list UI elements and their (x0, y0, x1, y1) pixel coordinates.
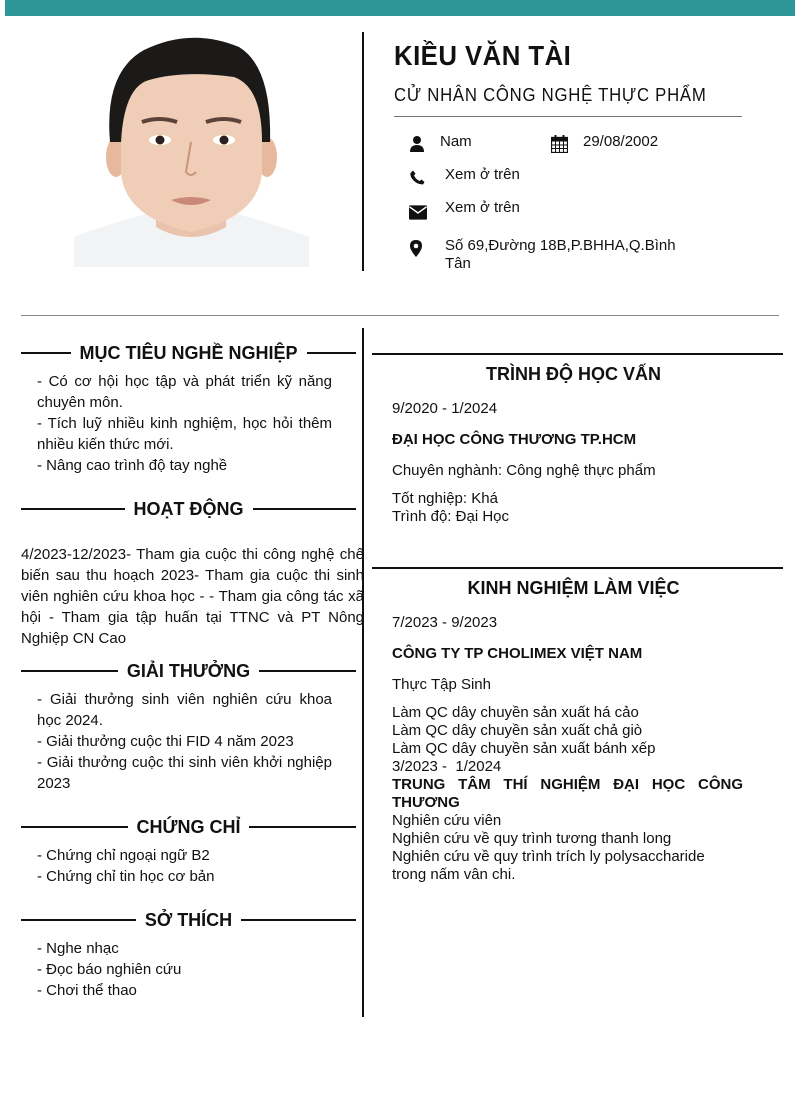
phone-icon (408, 168, 426, 186)
career-goal-list (37, 371, 332, 476)
awards-list (37, 689, 332, 794)
job-task: Làm QC dây chuyền sản xuất há cảo (392, 704, 639, 721)
job-period: 3/2023 - 1/2024 (392, 758, 502, 775)
award-item: - Giải thưởng cuộc thi FID 4 năm 2023 (37, 733, 294, 750)
job-company: TRUNG TÂM THÍ NGHIỆM ĐẠI HỌC CÔNG THƯƠNG (392, 776, 743, 811)
heading-line (21, 352, 71, 354)
heading-text: HOẠT ĐỘNG (133, 498, 244, 519)
heading-text: SỞ THÍCH (144, 909, 233, 930)
education-top-rule (372, 353, 783, 355)
heading-line (21, 508, 125, 510)
heading-line (21, 826, 128, 828)
section-heading-career-goal (21, 341, 356, 365)
main-vertical-divider (362, 328, 364, 1017)
job-company: CÔNG TY TP CHOLIMEX VIỆT NAM (392, 645, 643, 662)
email-value: Xem ở trên (445, 199, 520, 216)
calendar-icon (550, 135, 568, 153)
heading-line (241, 919, 356, 921)
certificate-item: - Chứng chỉ tin học cơ bản (37, 868, 215, 885)
section-heading-certificates (21, 815, 356, 839)
section-heading-education: TRÌNH ĐỘ HỌC VẤN (486, 364, 661, 384)
heading-line (253, 508, 357, 510)
education-graduation: Tốt nghiệp: Khá (392, 490, 498, 507)
education-period: 9/2020 - 1/2024 (392, 400, 498, 417)
hobby-item: - Đọc báo nghiên cứu (37, 961, 182, 978)
job-role: Thực Tập Sinh (392, 676, 491, 693)
address-line-2: Tân (445, 255, 471, 272)
job-task: Làm QC dây chuyền sản xuất bánh xếp (392, 740, 656, 757)
heading-line (259, 670, 356, 672)
hobby-item: - Nghe nhạc (37, 940, 119, 957)
section-heading-awards (21, 659, 356, 683)
job-task: Nghiên cứu về quy trình tương thanh long (392, 830, 672, 847)
job-period: 7/2023 - 9/2023 (392, 614, 498, 631)
career-goal-item: - Tích luỹ nhiều kinh nghiệm, học hỏi thêm nhiều kiến thức mới. (37, 415, 332, 453)
section-heading-activities (21, 497, 356, 521)
award-item: - Giải thưởng sinh viên nghiên cứu khoa học 2024. (37, 691, 332, 729)
title-divider (394, 116, 742, 117)
profile-photo (74, 32, 309, 267)
hobby-item: - Chơi thể thao (37, 982, 137, 999)
heading-text: GIẢI THƯỞNG (126, 660, 251, 681)
address-value (445, 237, 695, 273)
top-accent-bar (5, 0, 795, 16)
certificate-item: - Chứng chỉ ngoại ngữ B2 (37, 847, 210, 864)
candidate-title: CỬ NHÂN CÔNG NGHỆ THỰC PHẨM (394, 85, 707, 105)
education-level: Trình độ: Đại Học (392, 508, 509, 525)
activities-text: 4/2023-12/2023- Tham gia cuộc thi công nghệ chế biến sau thu hoạch 2023- Tham gia cuộc thi sinh viên nghiên cứu khoa học - - Tham gia công tác xã hội - Tham gia tập huấn tại TTNC và PT Nông Nghiệp CN Cao (21, 546, 364, 647)
section-heading-hobbies (21, 908, 356, 932)
career-goal-item: - Nâng cao trình độ tay nghề (37, 457, 228, 474)
header-section-divider (21, 315, 779, 316)
award-item: - Giải thưởng cuộc thi sinh viên khởi nghiệp 2023 (37, 754, 332, 792)
certificates-list (37, 845, 332, 887)
map-marker-icon (407, 239, 425, 257)
heading-text: CHỨNG CHỈ (136, 816, 241, 837)
phone-value: Xem ở trên (445, 166, 520, 183)
header-vertical-divider (362, 32, 364, 271)
job-task: Nghiên cứu về quy trình trích ly polysaccharide trong nấm vân chi. (392, 848, 705, 883)
job-task: Làm QC dây chuyền sản xuất chả giò (392, 722, 643, 739)
experience-top-rule (372, 567, 783, 569)
heading-line (21, 919, 136, 921)
gender-value: Nam (440, 133, 472, 150)
heading-text: MỤC TIÊU NGHỀ NGHIỆP (79, 342, 298, 363)
address-line-1: Số 69,Đường 18B,P.BHHA,Q.Bình (445, 237, 676, 254)
heading-line (249, 826, 356, 828)
envelope-icon (409, 203, 427, 221)
job-tasks (392, 704, 743, 884)
section-heading-experience: KINH NGHIỆM LÀM VIỆC (467, 578, 680, 598)
hobbies-list (37, 938, 332, 1001)
candidate-name: KIỀU VĂN TÀI (394, 40, 572, 71)
birthday-value: 29/08/2002 (583, 133, 659, 150)
career-goal-item: - Có cơ hội học tập và phát triển kỹ năng chuyên môn. (37, 373, 332, 411)
heading-line (21, 670, 118, 672)
heading-line (307, 352, 357, 354)
education-school: ĐẠI HỌC CÔNG THƯƠNG TP.HCM (392, 431, 637, 448)
user-icon (408, 135, 426, 153)
portrait-illustration (74, 32, 309, 267)
education-major: Chuyên nghành: Công nghệ thực phẩm (392, 462, 656, 479)
job-role: Nghiên cứu viên (392, 812, 502, 829)
